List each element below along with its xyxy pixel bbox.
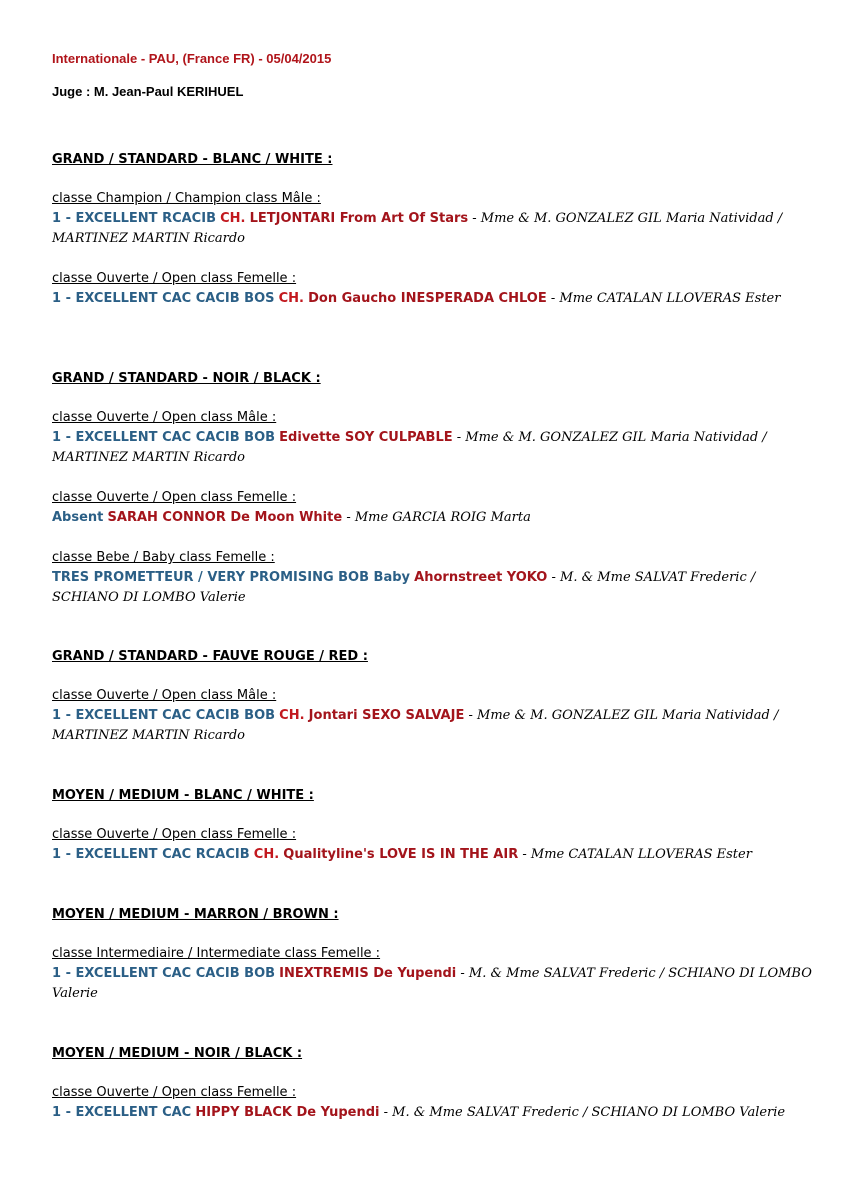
result-line	[52, 508, 812, 528]
owner: - Mme GARCIA ROIG Marta	[346, 510, 531, 525]
class-label: classe Champion / Champion class Mâle :	[52, 191, 321, 206]
result-entry	[52, 825, 812, 865]
section-heading: MOYEN / MEDIUM - NOIR / BLACK :	[52, 1046, 303, 1061]
class-label: classe Ouverte / Open class Femelle :	[52, 827, 297, 842]
dog-name: Jontari SEXO SALVAJE	[308, 708, 465, 723]
judge-line: Juge : M. Jean-Paul KERIHUEL	[52, 84, 244, 99]
result-line	[52, 706, 812, 746]
section-moyen-marron	[52, 905, 812, 1024]
class-label: classe Ouverte / Open class Mâle :	[52, 410, 277, 425]
award: 1 - EXCELLENT CAC RCACIB	[52, 847, 250, 862]
result-entry	[52, 1083, 812, 1123]
award: Absent	[52, 510, 104, 525]
section-grand-blanc	[52, 150, 812, 329]
award: 1 - EXCELLENT RCACIB	[52, 211, 216, 226]
award: 1 - EXCELLENT CAC CACIB BOB	[52, 708, 276, 723]
dog-name: Qualityline's LOVE IS IN THE AIR	[283, 847, 519, 862]
section-moyen-blanc	[52, 786, 812, 885]
result-line	[52, 1103, 812, 1123]
champion-title: CH.	[253, 847, 280, 862]
champion-title: CH.	[279, 708, 305, 723]
section-heading: GRAND / STANDARD - FAUVE ROUGE / RED :	[52, 649, 368, 664]
section-heading: MOYEN / MEDIUM - BLANC / WHITE :	[52, 788, 314, 803]
dog-name: SARAH CONNOR De Moon White	[107, 510, 343, 525]
owner: - Mme CATALAN LLOVERAS Ester	[550, 291, 781, 306]
class-label: classe Ouverte / Open class Femelle :	[52, 1085, 297, 1100]
section-moyen-noir	[52, 1044, 812, 1143]
dog-name: Ahornstreet YOKO	[414, 570, 548, 585]
champion-title: CH.	[278, 291, 304, 306]
result-entry	[52, 269, 812, 309]
award: 1 - EXCELLENT CAC	[52, 1105, 192, 1120]
result-entry	[52, 189, 812, 249]
section-heading: GRAND / STANDARD - BLANC / WHITE :	[52, 152, 333, 167]
dog-name: Don Gaucho INESPERADA CHLOE	[308, 291, 547, 306]
class-label: classe Bebe / Baby class Femelle :	[52, 550, 275, 565]
section-grand-noir	[52, 369, 812, 628]
result-line	[52, 568, 812, 608]
owner: - Mme & M. GONZALEZ GIL Maria Natividad / MARTINEZ MARTIN Ricardo	[52, 430, 767, 465]
award: TRES PROMETTEUR / VERY PROMISING BOB Baby	[52, 570, 411, 585]
award: 1 - EXCELLENT CAC CACIB BOS	[52, 291, 275, 306]
section-heading: MOYEN / MEDIUM - MARRON / BROWN :	[52, 907, 339, 922]
champion-title: CH.	[220, 211, 246, 226]
class-label: classe Ouverte / Open class Femelle :	[52, 271, 297, 286]
dog-name: INEXTREMIS De Yupendi	[279, 966, 457, 981]
section-heading: GRAND / STANDARD - NOIR / BLACK :	[52, 371, 321, 386]
result-entry	[52, 944, 812, 1004]
result-line	[52, 964, 812, 1004]
owner: - Mme & M. GONZALEZ GIL Maria Natividad / MARTINEZ MARTIN Ricardo	[52, 708, 779, 743]
section-grand-fauve	[52, 647, 812, 766]
result-line	[52, 428, 812, 468]
class-label: classe Ouverte / Open class Mâle :	[52, 688, 277, 703]
owner: - M. & Mme SALVAT Frederic / SCHIANO DI LOMBO Valerie	[383, 1105, 786, 1120]
class-label: classe Ouverte / Open class Femelle :	[52, 490, 297, 505]
result-line	[52, 209, 812, 249]
dog-name: Edivette SOY CULPABLE	[279, 430, 453, 445]
owner: - Mme & M. GONZALEZ GIL Maria Natividad / MARTINEZ MARTIN Ricardo	[52, 211, 783, 246]
dog-name: LETJONTARI From Art Of Stars	[249, 211, 469, 226]
result-line	[52, 289, 812, 309]
result-line	[52, 845, 812, 865]
result-entry	[52, 548, 812, 608]
result-entry	[52, 488, 812, 528]
owner: - M. & Mme SALVAT Frederic / SCHIANO DI LOMBO Valerie	[52, 570, 756, 605]
award: 1 - EXCELLENT CAC CACIB BOB	[52, 430, 276, 445]
owner: - M. & Mme SALVAT Frederic / SCHIANO DI LOMBO Valerie	[52, 966, 812, 1001]
result-entry	[52, 686, 812, 746]
dog-name: HIPPY BLACK De Yupendi	[195, 1105, 380, 1120]
owner: - Mme CATALAN LLOVERAS Ester	[522, 847, 752, 862]
result-entry	[52, 408, 812, 468]
event-title: Internationale - PAU, (France FR) - 05/04/2015	[52, 51, 332, 66]
class-label: classe Intermediaire / Intermediate class Femelle :	[52, 946, 381, 961]
award: 1 - EXCELLENT CAC CACIB BOB	[52, 966, 276, 981]
